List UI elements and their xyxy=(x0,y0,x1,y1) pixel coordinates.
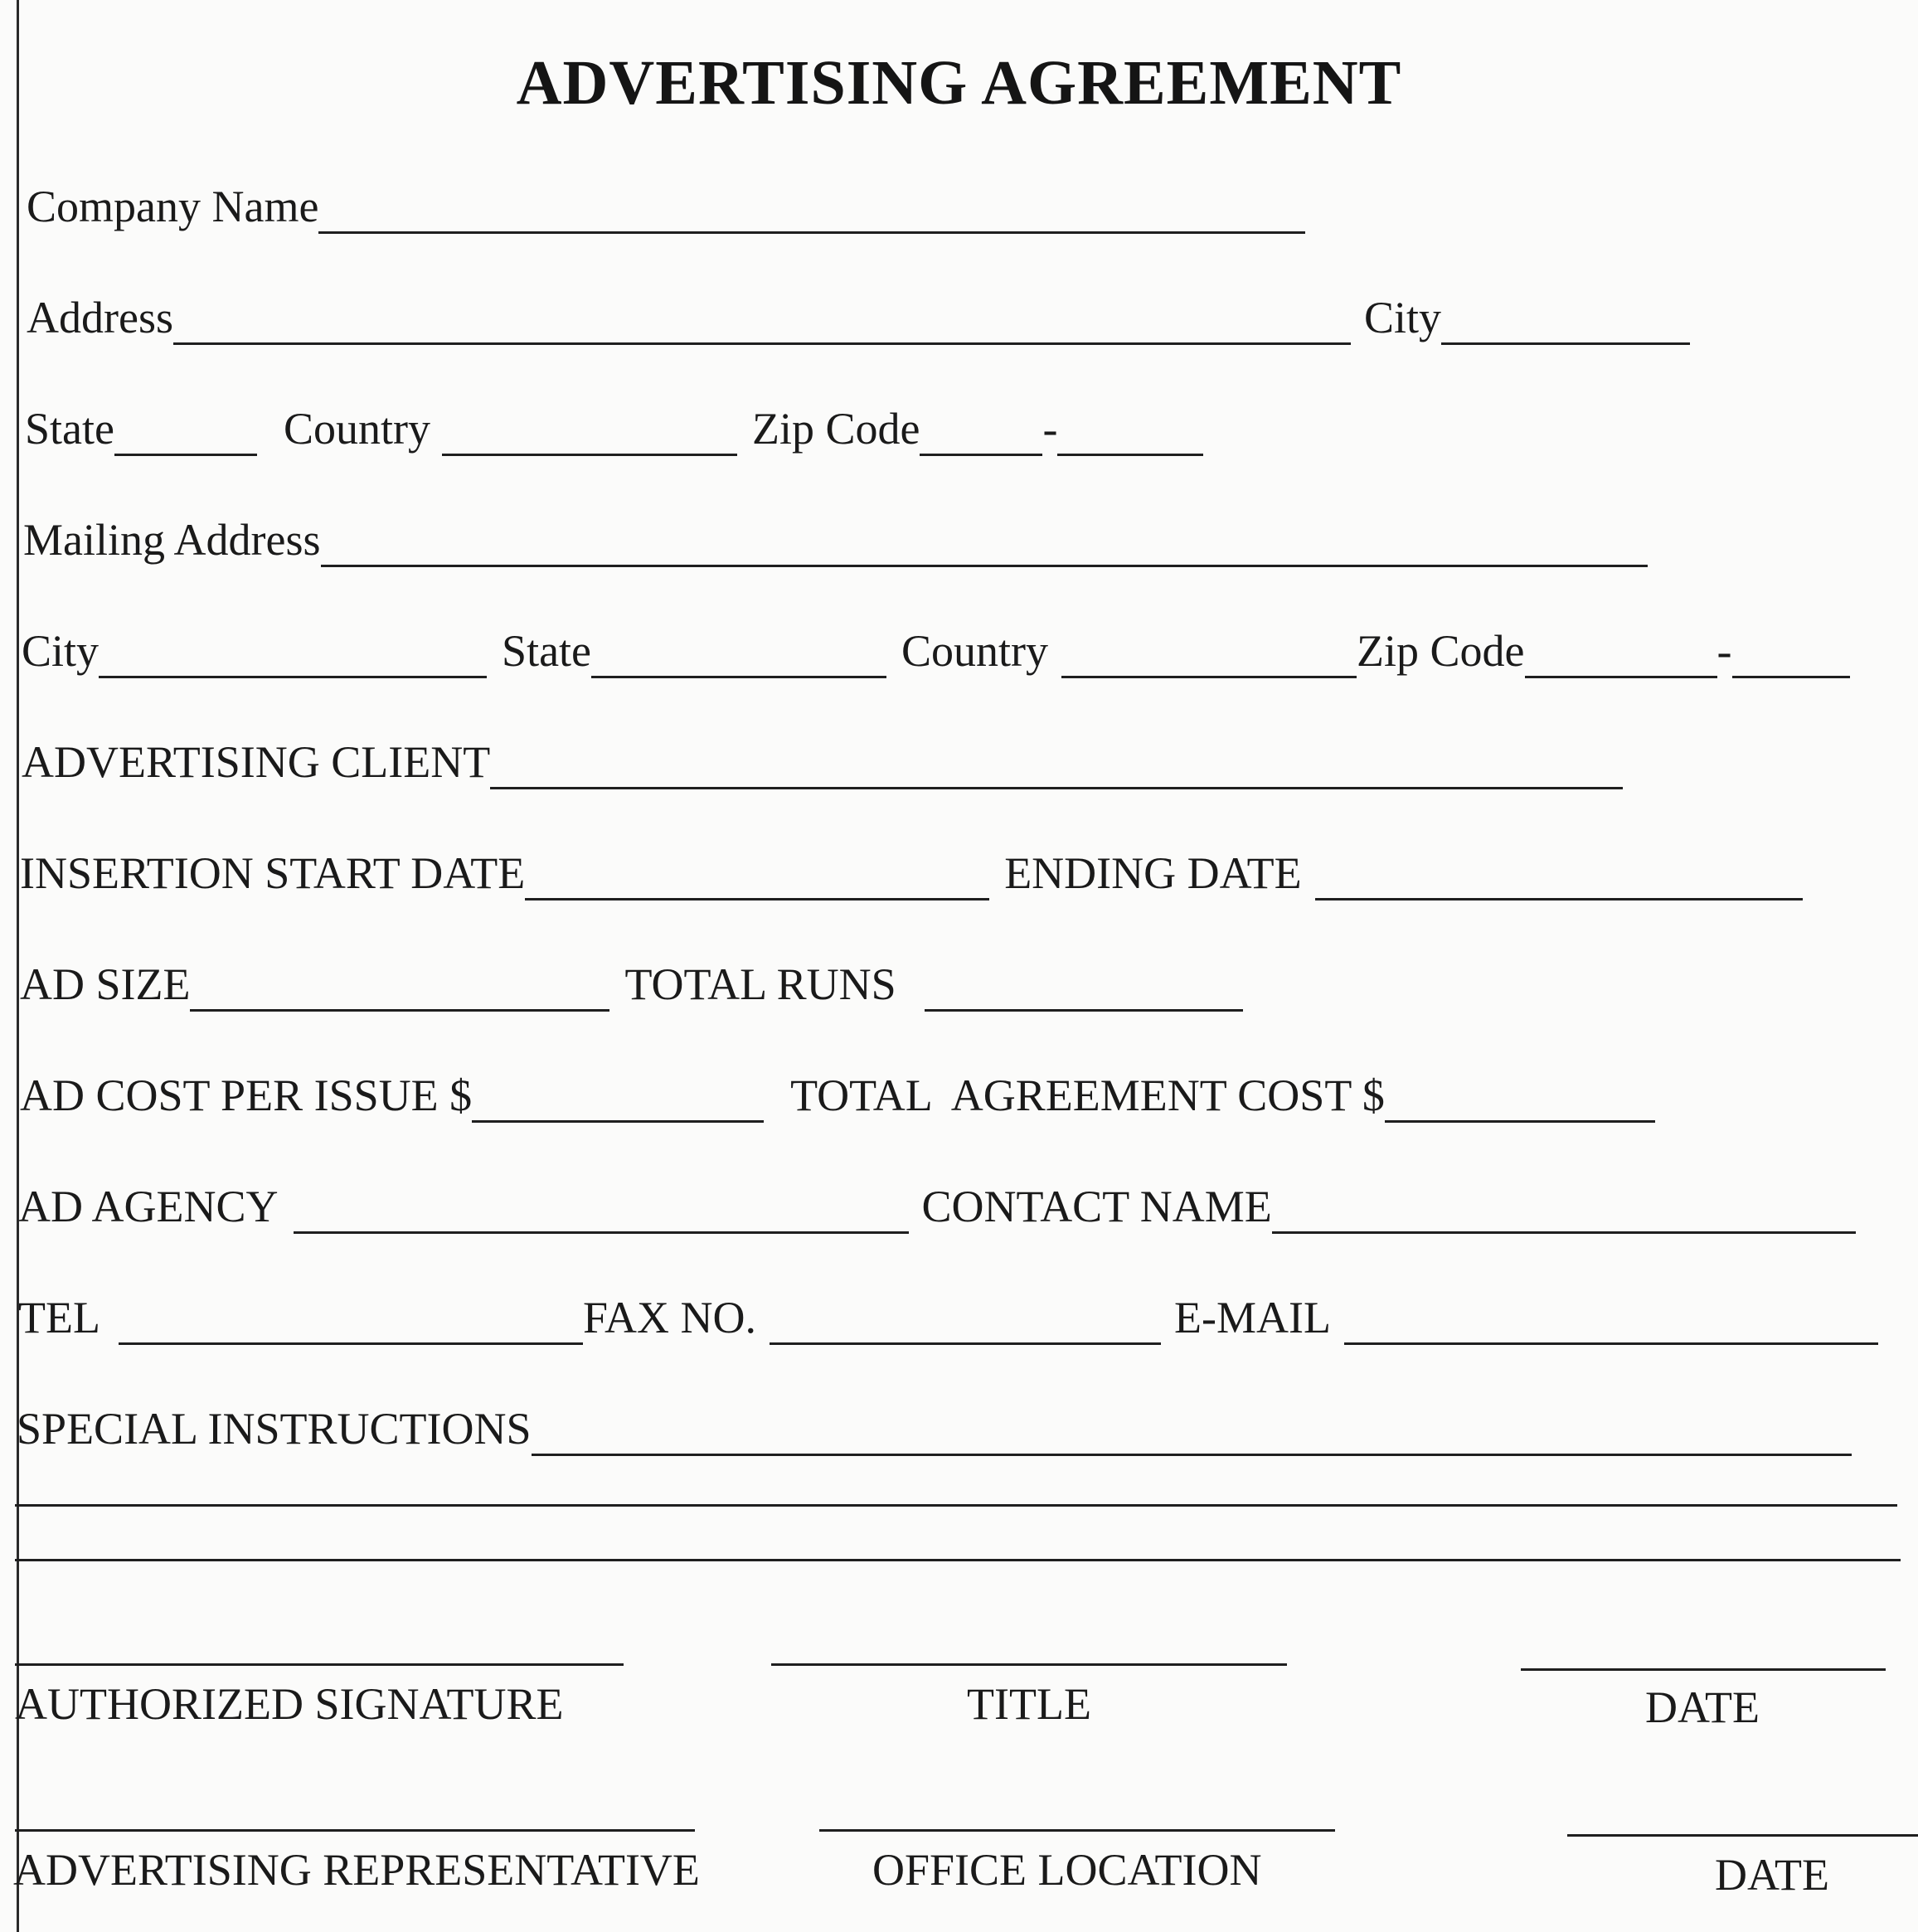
address-label: Address xyxy=(27,293,173,342)
city-field[interactable] xyxy=(1441,306,1690,345)
advertising-representative-label: ADVERTISING REPRESENTATIVE xyxy=(13,1845,700,1895)
country-field[interactable] xyxy=(442,417,737,456)
ad-cost-per-issue-label: AD COST PER ISSUE $ xyxy=(20,1070,473,1120)
fax-no-field[interactable] xyxy=(770,1306,1161,1345)
mailing-zip-field[interactable] xyxy=(1525,639,1717,678)
row-contact-numbers xyxy=(18,1295,1878,1340)
left-border-line xyxy=(17,0,19,1932)
title-label: TITLE xyxy=(967,1679,1091,1729)
mailing-address-label: Mailing Address xyxy=(23,515,321,565)
date-label-2: DATE xyxy=(1715,1850,1829,1900)
state-field[interactable] xyxy=(114,417,257,456)
total-agreement-cost-label: TOTAL AGREEMENT COST $ xyxy=(790,1070,1385,1120)
special-instructions-label: SPECIAL INSTRUCTIONS xyxy=(17,1404,532,1454)
mailing-country-label: Country xyxy=(901,626,1049,676)
special-instructions-line-2[interactable] xyxy=(15,1504,1897,1507)
tel-label: TEL xyxy=(18,1293,100,1342)
mailing-city-field[interactable] xyxy=(99,639,487,678)
mailing-address-field[interactable] xyxy=(321,528,1648,567)
row-advertising-client xyxy=(22,737,1623,787)
advertising-representative-line[interactable] xyxy=(15,1829,695,1832)
authorized-signature-label: AUTHORIZED SIGNATURE xyxy=(15,1679,564,1729)
row-state-country-zip xyxy=(25,404,1203,454)
row-insertion-dates xyxy=(20,848,1803,898)
ad-size-label: AD SIZE xyxy=(20,959,191,1009)
mailing-country-field[interactable] xyxy=(1061,639,1357,678)
total-runs-label: TOTAL RUNS xyxy=(624,959,896,1009)
total-agreement-cost-field[interactable] xyxy=(1385,1084,1655,1123)
office-location-line[interactable] xyxy=(819,1829,1335,1832)
country-label: Country xyxy=(283,404,430,454)
contact-name-label: CONTACT NAME xyxy=(921,1182,1272,1231)
advertising-client-field[interactable] xyxy=(490,750,1623,789)
ending-date-label: ENDING DATE xyxy=(1004,848,1302,898)
total-runs-field[interactable] xyxy=(925,973,1243,1012)
fax-no-label: FAX NO. xyxy=(582,1293,756,1342)
email-label: E-MAIL xyxy=(1173,1293,1331,1342)
email-field[interactable] xyxy=(1344,1306,1878,1345)
special-instructions-field[interactable] xyxy=(532,1417,1852,1456)
row-special-instructions xyxy=(17,1404,1852,1454)
authorized-signature-line[interactable] xyxy=(15,1663,624,1666)
state-label: State xyxy=(25,404,114,454)
mailing-state-field[interactable] xyxy=(591,639,886,678)
insertion-start-date-field[interactable] xyxy=(525,862,989,900)
row-ad-size xyxy=(20,959,1243,1009)
row-ad-agency xyxy=(18,1184,1856,1229)
form-title: ADVERTISING AGREEMENT xyxy=(516,48,1402,118)
zip-code-extension-field[interactable] xyxy=(1057,417,1203,456)
office-location-label: OFFICE LOCATION xyxy=(872,1845,1262,1895)
date-line-2[interactable] xyxy=(1567,1834,1918,1837)
mailing-zip-label: Zip Code xyxy=(1357,626,1525,676)
mailing-zip-dash: - xyxy=(1716,626,1732,676)
date-label-1: DATE xyxy=(1645,1682,1760,1732)
company-name-field[interactable] xyxy=(318,195,1305,234)
address-field[interactable] xyxy=(173,306,1351,345)
tel-field[interactable] xyxy=(119,1306,583,1345)
insertion-start-date-label: INSERTION START DATE xyxy=(20,848,526,898)
row-mailing-city-state xyxy=(22,626,1850,676)
zip-dash: - xyxy=(1042,404,1058,454)
row-ad-cost xyxy=(20,1070,1655,1120)
mailing-zip-extension-field[interactable] xyxy=(1732,639,1850,678)
row-address xyxy=(27,295,1690,340)
city-label: City xyxy=(1363,293,1442,342)
ending-date-field[interactable] xyxy=(1315,862,1803,900)
special-instructions-line-3[interactable] xyxy=(15,1559,1901,1561)
row-mailing-address xyxy=(23,515,1648,565)
ad-agency-label: AD AGENCY xyxy=(18,1182,279,1231)
contact-name-field[interactable] xyxy=(1272,1195,1856,1234)
company-name-label: Company Name xyxy=(27,182,319,231)
advertising-client-label: ADVERTISING CLIENT xyxy=(22,737,491,787)
mailing-state-label: State xyxy=(502,626,592,676)
mailing-city-label: City xyxy=(22,626,100,676)
zip-code-label: Zip Code xyxy=(752,404,920,454)
date-line-1[interactable] xyxy=(1521,1668,1886,1671)
zip-code-field[interactable] xyxy=(920,417,1042,456)
ad-cost-per-issue-field[interactable] xyxy=(472,1084,764,1123)
title-line[interactable] xyxy=(771,1663,1287,1666)
ad-agency-field[interactable] xyxy=(294,1195,909,1234)
ad-size-field[interactable] xyxy=(190,973,609,1012)
row-company-name xyxy=(27,184,1305,229)
